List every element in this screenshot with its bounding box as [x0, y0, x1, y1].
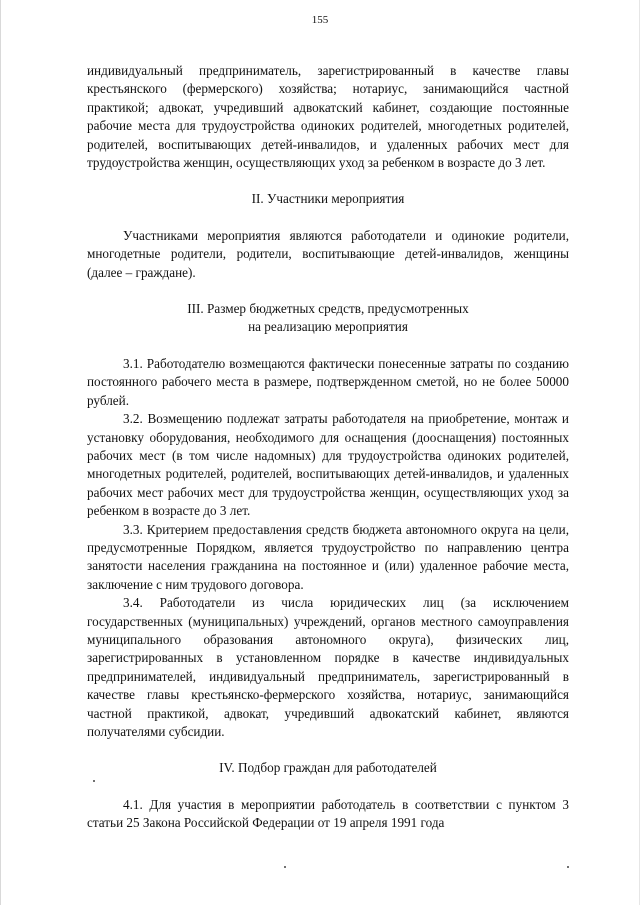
paragraph-4-1: 4.1. Для участия в мероприятии работодатель в соответствии с пунктом 3 статьи 25 Закона Российской Федерации от 19 апреля 1991 года [87, 796, 569, 831]
paragraph-3-4: 3.4. Работодатели из числа юридических лиц (за исключением государственных (муниципальных) учреждений, органов местного самоуправления муниципального образования автономного округа), физических лиц, зарегистрированных в установленном порядке в качестве индивидуальных предпринимателей, индивидуальный предприниматель, зарегистрированный в качестве главы крестьянско-фермерского хозяйства, нотариус, занимающийся частной практикой, адвокат, учредивший адвокатский кабинет, являются получателями субсидии. [87, 595, 569, 739]
section-3-heading-line-2: на реализацию мероприятия [248, 319, 408, 335]
section-4-heading: IV. Подбор граждан для работодателей [219, 760, 437, 776]
spacer [87, 209, 569, 227]
document-body [87, 62, 569, 833]
spacer [87, 337, 569, 355]
spacer [87, 282, 569, 300]
scan-speck [284, 866, 286, 868]
intro-paragraph: индивидуальный предприниматель, зарегистрированный в качестве главы крестьянского (фермерского) хозяйства; нотариус, занимающийся частной практикой; адвокат, учредивший адвокатский кабинет, создающие постоянные рабочие места для трудоустройства одиноких родителей, многодетных родителей, родителей, воспитывающих детей-инвалидов, и удаленных рабочих мест для трудоустройства женщин, осуществляющих уход за ребенком в возрасте до 3 лет. [87, 63, 569, 171]
section-3-heading-line-1: III. Размер бюджетных средств, предусмотренных [187, 301, 469, 317]
paragraph-3-3: 3.3. Критерием предоставления средств бюджета автономного округа на цели, предусмотренные Порядком, является трудоустройство по направлению центра занятости населения гражданина на постоянное и (или) удаленное рабочие места, заключение с ним трудового договора. [87, 521, 569, 592]
paragraph-3-2: 3.2. Возмещению подлежат затраты работодателя на приобретение, монтаж и установку оборудования, необходимого для оснащения (дооснащения) постоянных рабочих мест (в том числе надомных) для трудоустройства одиноких родителей, многодетных родителей, родителей, воспитывающих детей-инвалидов, и удаленных рабочих мест рабочих мест для трудоустройства женщин, осуществляющих уход за ребенком в возрасте до 3 лет. [87, 411, 569, 519]
section-2-paragraph: Участниками мероприятия являются работодатели и одинокие родители, многодетные родители, родители, воспитывающие детей-инвалидов, женщины (далее – граждане). [87, 227, 569, 280]
page-number: 155 [311, 14, 329, 26]
section-2-heading: II. Участники мероприятия [251, 191, 405, 207]
paragraph-3-1: 3.1. Работодателю возмещаются фактически понесенные затраты по созданию постоянного рабочего места в размере, подтвержденном сметой, но не более 50000 рублей. [87, 355, 569, 408]
spacer [87, 778, 569, 796]
spacer [87, 172, 569, 190]
spacer [87, 741, 569, 759]
scan-speck [93, 780, 95, 782]
scan-speck [567, 866, 569, 868]
